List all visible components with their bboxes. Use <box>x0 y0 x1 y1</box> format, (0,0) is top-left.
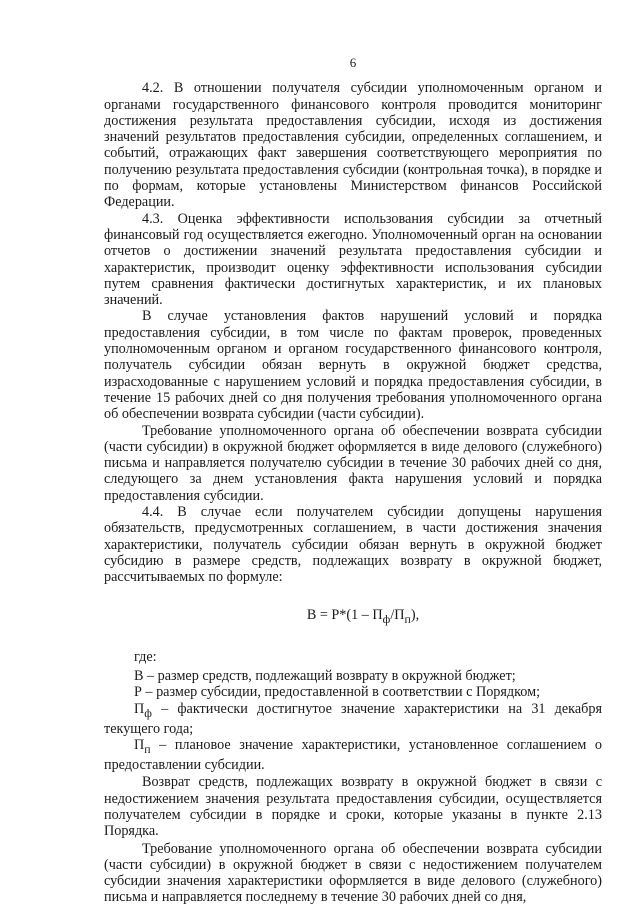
paragraph-4-2: 4.2. В отношении получателя субсидии уполномоченным органом и органами государственного финансового контроля проводится мониторинг достижения результата предоставления субсидии, исходя из достижения значений результатов предоставления субсидии, определенных соглашением, и событий, отражающих факт завершения соответствующего мероприятия по получению результата предоставления субсидии (контрольная точка), в порядке и по формам, которые установлены Министерством финансов Российской Федерации. <box>104 80 602 211</box>
page-number: 6 <box>349 55 357 70</box>
definition-pf: $П_ф$ – фактически достигнутое значение характеристики на 31 декабря текущего года; <box>104 700 602 737</box>
definition-r: Р – размер субсидии, предоставленной в соответствии с Порядком; <box>134 684 541 701</box>
definition-pp: $П_п$ – плановое значение характеристики, установленное соглашением о предоставлении субсидии. <box>104 736 602 774</box>
paragraph-4-3: 4.3. Оценка эффективности использования субсидии за отчетный финансовый год осуществляется ежегодно. Уполномоченный орган на основании отчетов о достижении значений результата предоставления субсидии и характеристик, производит оценку эффективности использования субсидии путем сравнения фактически достигнутых характеристик, и их плановых значений. <box>104 210 602 309</box>
paragraph-requirement: Требование уполномоченного органа об обеспечении возврата субсидии (части субсидии) в окружной бюджет оформляется в виде делового (служебного) письма и направляется получателю субсидии в течение 30 рабочих дней со дня, следующего за днем установления факта нарушения условий и порядка предоставления субсидии. <box>104 422 602 504</box>
document-page <box>104 0 602 906</box>
return-formula: $В = Р*(1 - П_ф/П_п)$, <box>306 606 420 626</box>
paragraph-4-4: 4.4. В случае если получателем субсидии допущены нарушения обязательств, предусмотренных соглашением, в части достижения значения характеристики, получатель субсидии обязан вернуть в окружной бюджет субсидию в размере средств, подлежащих возврату в окружной бюджет, рассчитываемых по формуле: <box>104 504 602 586</box>
paragraph-refund: Возврат средств, подлежащих возврату в окружной бюджет в связи с недостижением значения результата предоставления субсидии, осуществляется получателем субсидии в порядке и сроки, которые указаны в пункте 2.13 Порядка. <box>104 774 602 840</box>
definition-v: В – размер средств, подлежащий возврату в окружной бюджет; <box>134 667 516 684</box>
paragraph-requirement-2: Требование уполномоченного органа об обеспечении возврата субсидии (части субсидии) в окружной бюджет в связи с недостижением получателем субсидии значения характеристики оформляется в виде делового (служебного) письма и направляется последнему в течение 30 рабочих дней со дня, <box>104 840 602 906</box>
paragraph-violations: В случае установления фактов нарушений условий и порядка предоставления субсидии, в том числе по фактам проверок, проведенных уполномоченным органом и органом государственного финансового контроля, получатель субсидии обязан вернуть в окружной бюджет средства, израсходованные с нарушением условий и порядка предоставления субсидии, в течение 15 рабочих дней со дня получения требования уполномоченного органа об обеспечении возврата субсидии (части субсидии). <box>104 308 602 423</box>
where-label: где: <box>134 648 157 665</box>
